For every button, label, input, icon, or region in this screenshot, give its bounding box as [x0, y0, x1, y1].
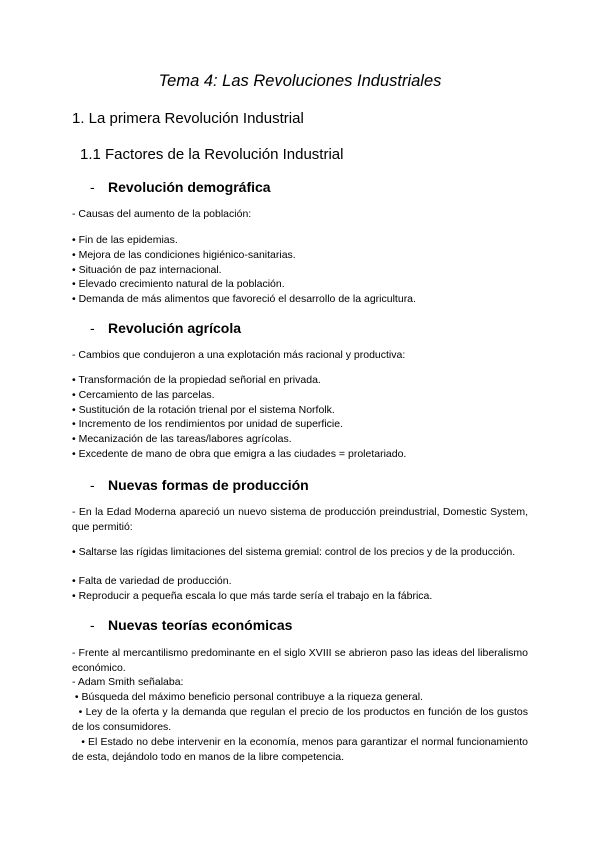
heading-text: Nuevas formas de producción — [108, 477, 309, 493]
heading-text: Revolución demográfica — [108, 179, 271, 195]
list-item: • Sustitución de la rotación trienal por el sistema Norfolk. — [72, 403, 335, 416]
heading-nuevas-formas-produccion — [90, 477, 309, 493]
bullet-list — [72, 574, 528, 604]
heading-dash: - — [90, 617, 95, 633]
list-item: • Fin de las epidemias. — [72, 234, 178, 246]
list-item: • El Estado no debe intervenir en la economía, menos para garantizar el normal funcionamiento de esta, dejándolo todo en manos de la libre competencia. — [72, 736, 531, 763]
intro-text: - Frente al mercantilismo predominante en el siglo XVIII se abrieron paso las ideas del liberalismo económico. — [72, 647, 528, 674]
list-item: • Cercamiento de las parcelas. — [72, 388, 215, 401]
bullet-list — [72, 373, 528, 462]
sub-intro-text: - Adam Smith señalaba: — [72, 676, 184, 688]
list-item: • Excedente de mano de obra que emigra a las ciudades = proletariado. — [72, 447, 407, 460]
intro-text: - Cambios que condujeron a una explotación más racional y productiva: — [72, 349, 406, 361]
heading-revolucion-agricola — [90, 320, 241, 336]
document-title: Tema 4: Las Revoluciones Industriales — [158, 72, 442, 90]
list-item: • Búsqueda del máximo beneficio personal contribuye a la riqueza general. — [72, 691, 423, 703]
list-item: • Situación de paz internacional. — [72, 263, 222, 276]
heading-text: Revolución agrícola — [108, 320, 242, 336]
heading-revolucion-demografica — [90, 179, 271, 195]
list-item: • Incremento de los rendimientos por unidad de superficie. — [72, 418, 343, 431]
list-item: • Reproducir a pequeña escala lo que más tarde sería el trabajo en la fábrica. — [72, 589, 433, 602]
subsection-heading: 1.1 Factores de la Revolución Industrial — [80, 146, 344, 163]
intro-text: - En la Edad Moderna apareció un nuevo sistema de producción preindustrial, Domestic System, que permitió: — [72, 506, 528, 533]
list-item: • Mecanización de las tareas/labores agrícolas. — [72, 433, 292, 446]
heading-dash: - — [90, 477, 95, 493]
heading-nuevas-teorias-economicas — [90, 617, 292, 633]
heading-dash: - — [90, 179, 95, 195]
list-item: • Falta de variedad de producción. — [72, 575, 232, 587]
list-item: • Mejora de las condiciones higiénico-sanitarias. — [72, 248, 296, 261]
heading-dash: - — [90, 320, 95, 336]
list-item: • Saltarse las rígidas limitaciones del sistema gremial: control de los precios y de la producción. — [72, 546, 516, 558]
list-item: • Elevado crecimiento natural de la población. — [72, 278, 285, 291]
heading-text: Nuevas teorías económicas — [108, 617, 293, 633]
bullet-list — [72, 233, 528, 307]
list-item: • Transformación de la propiedad señorial en privada. — [72, 374, 321, 386]
list-item: • Demanda de más alimentos que favoreció el desarrollo de la agricultura. — [72, 293, 416, 306]
list-item: • Ley de la oferta y la demanda que regulan el precio de los productos en función de los gustos de los consumidores. — [72, 706, 531, 733]
section-heading: 1. La primera Revolución Industrial — [72, 110, 304, 127]
intro-text: - Causas del aumento de la población: — [72, 208, 252, 220]
